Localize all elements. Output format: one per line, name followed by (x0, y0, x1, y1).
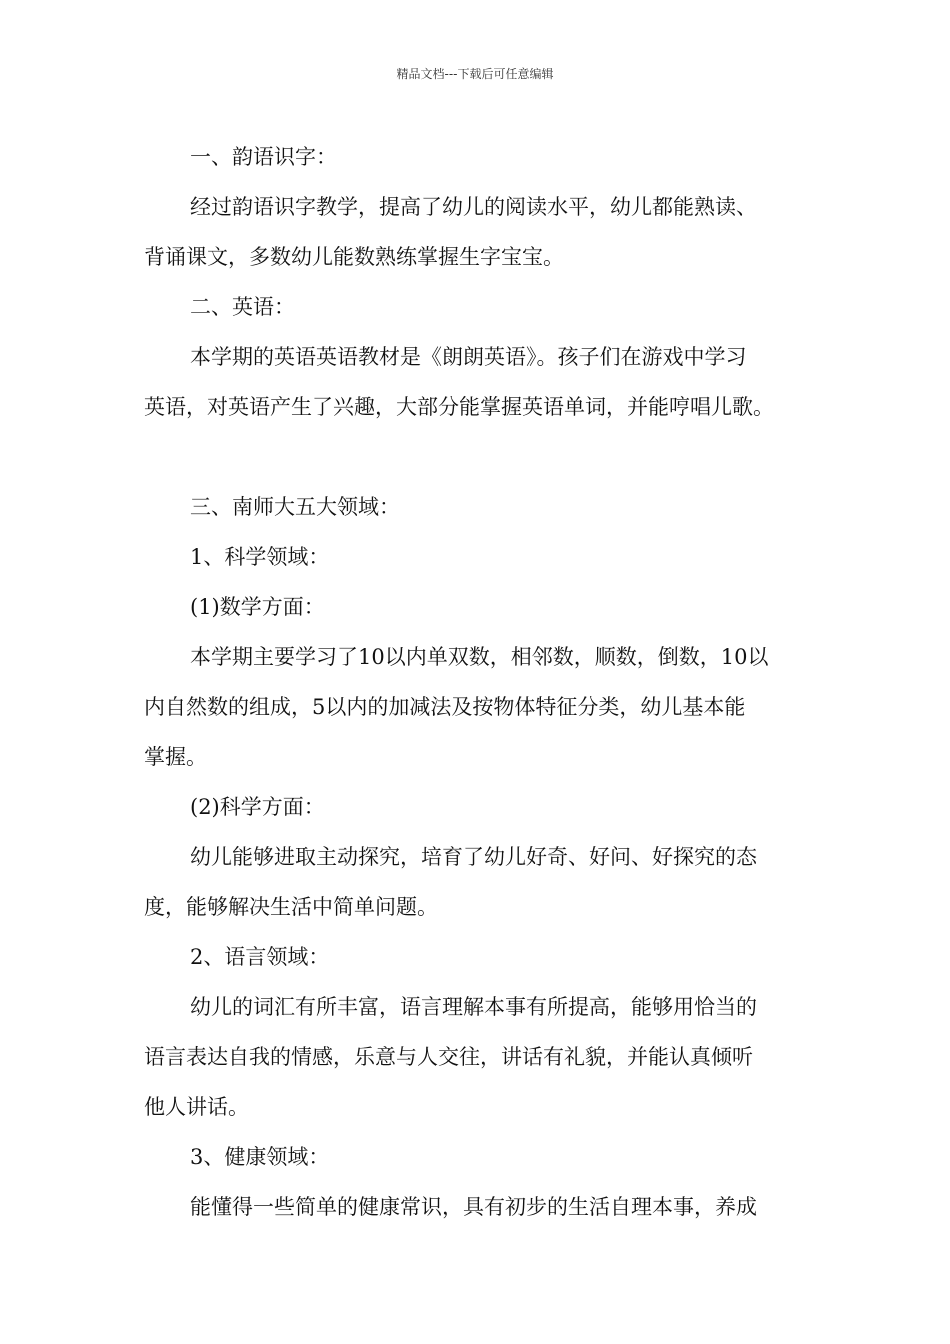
text-line: 掌握。 (144, 745, 207, 769)
paragraph-language (144, 982, 816, 1132)
paragraph-health (144, 1182, 816, 1232)
text-line: 幼儿的词汇有所丰富，语言理解本事有所提高，能够用恰当的 (190, 995, 757, 1019)
text-line: 幼儿能够进取主动探究，培育了幼儿好奇、好问、好探究的态 (190, 845, 757, 869)
document-body (144, 132, 816, 1232)
paragraph-math (144, 632, 816, 782)
text-line: 语言表达自我的情感，乐意与人交往，讲话有礼貌，并能认真倾听 (144, 1045, 753, 1069)
blank-line (144, 432, 816, 482)
text-line: 能懂得一些简单的健康常识，具有初步的生活自理本事，养成 (190, 1195, 757, 1219)
heading-language-domain: 2、语言领域： (190, 945, 330, 969)
heading-math: (1)数学方面： (190, 595, 325, 619)
text-line: 背诵课文，多数幼儿能数熟练掌握生字宝宝。 (144, 245, 564, 269)
heading-rhyme-literacy: 一、韵语识字： (190, 145, 337, 169)
paragraph-english (144, 332, 816, 432)
text-line: 度，能够解决生活中简单问题。 (144, 895, 438, 919)
text-line: 本学期主要学习了10以内单双数，相邻数，顺数，倒数，10以 (190, 645, 769, 669)
text-line: 他人讲话。 (144, 1095, 249, 1119)
heading-science-domain: 1、科学领域： (190, 545, 330, 569)
heading-science: (2)科学方面： (190, 795, 325, 819)
paragraph-science (144, 832, 816, 932)
heading-health-domain: 3、健康领域： (190, 1145, 330, 1169)
text-line: 内自然数的组成，5以内的加减法及按物体特征分类，幼儿基本能 (144, 695, 746, 719)
text-line: 经过韵语识字教学，提高了幼儿的阅读水平，幼儿都能熟读、 (190, 195, 757, 219)
paragraph-rhyme-literacy (144, 182, 816, 282)
page-header: 精品文档---下载后可任意编辑 (396, 67, 554, 81)
text-line: 英语，对英语产生了兴趣，大部分能掌握英语单词，并能哼唱儿歌。 (144, 395, 774, 419)
heading-english: 二、英语： (190, 295, 295, 319)
text-line: 本学期的英语英语教材是《朗朗英语》。孩子们在游戏中学习 (190, 345, 747, 369)
heading-five-domains: 三、南师大五大领域： (190, 495, 400, 519)
